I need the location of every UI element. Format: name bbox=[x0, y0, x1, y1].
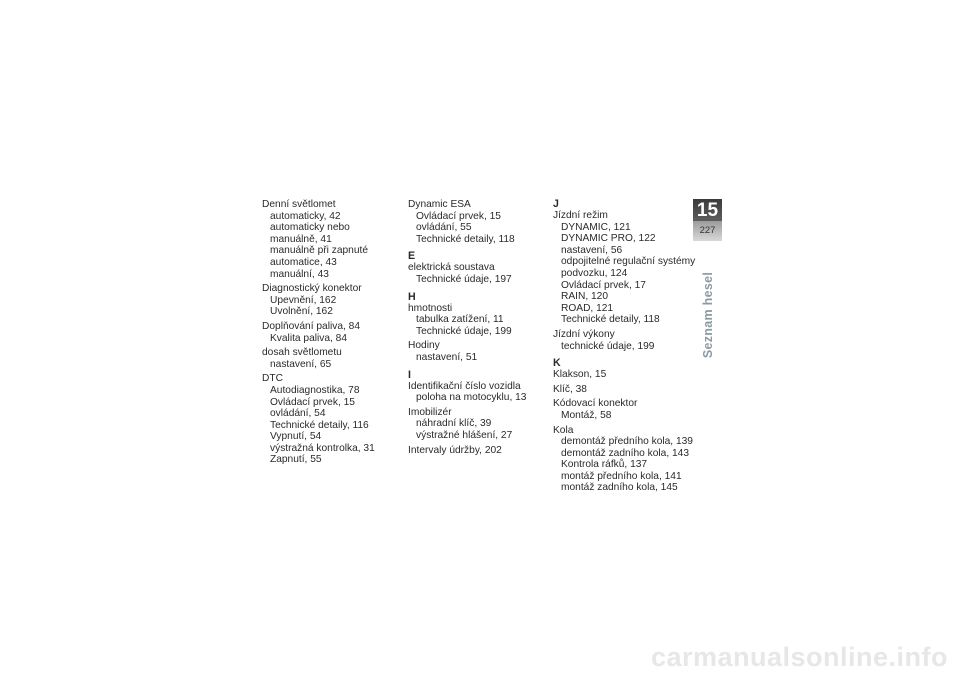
index-subentry: manuální, 43 bbox=[270, 268, 329, 280]
page-number: 227 bbox=[699, 225, 716, 236]
index-entry: Jízdní režim bbox=[553, 210, 608, 221]
index-subentry: Vypnutí, 54 bbox=[270, 431, 322, 443]
index-subentry: Autodiagnostika, 78 bbox=[270, 384, 360, 396]
index-subentry: Ovládací prvek, 17 bbox=[561, 279, 646, 291]
index-subentry: Montáž, 58 bbox=[561, 409, 612, 421]
index-subentry: demontáž zadního kola, 143 bbox=[561, 447, 690, 459]
index-letter: J bbox=[553, 198, 559, 210]
index-subentry: Kontrola ráfků, 137 bbox=[561, 459, 648, 471]
index-column-2 bbox=[408, 199, 548, 456]
index-subentry: Technické detaily, 118 bbox=[416, 233, 515, 245]
index-letter: I bbox=[408, 368, 411, 381]
index-entry: DTC bbox=[262, 373, 283, 385]
index-subentry: nastavení, 51 bbox=[416, 351, 478, 363]
index-entry: Intervaly údržby, 202 bbox=[408, 444, 502, 456]
index-subentry: nastavení, 65 bbox=[270, 358, 332, 370]
index-entry: Klíč, 38 bbox=[553, 383, 587, 395]
index-subentry: technické údaje, 199 bbox=[561, 340, 655, 352]
index-entry: Imobilizér bbox=[408, 406, 452, 418]
index-subentry: Technické detaily, 116 bbox=[270, 419, 369, 431]
section-title: Seznam hesel bbox=[701, 271, 715, 359]
index-entry: Jízdní výkony bbox=[553, 328, 615, 340]
index-entry: Denní světlomet bbox=[262, 199, 336, 210]
watermark: carmanualsonline.info bbox=[650, 642, 948, 672]
index-letter: E bbox=[408, 250, 416, 263]
index-subentry: Technické detaily, 118 bbox=[561, 314, 660, 326]
index-subentry: Kvalita paliva, 84 bbox=[270, 332, 348, 344]
index-subentry: montáž předního kola, 141 bbox=[561, 470, 682, 482]
index-subentry: tabulka zatížení, 11 bbox=[416, 314, 504, 326]
index-subentry: automaticky, 42 bbox=[270, 210, 341, 222]
index-subentry: náhradní klíč, 39 bbox=[416, 418, 492, 430]
index-entry: Identifikační číslo vozidla bbox=[408, 380, 521, 392]
index-subentry: manuálně při zapnuté bbox=[270, 245, 368, 257]
index-entry: Doplňování paliva, 84 bbox=[262, 320, 360, 332]
index-subentry: Ovládací prvek, 15 bbox=[270, 396, 355, 408]
index-subentry: automatice, 43 bbox=[270, 256, 337, 268]
index-subentry: montáž zadního kola, 145 bbox=[561, 482, 678, 494]
index-subentry: automaticky nebo bbox=[270, 222, 350, 234]
index-subentry: ovládání, 55 bbox=[416, 222, 472, 234]
index-column-3 bbox=[553, 198, 696, 494]
index-subentry: DYNAMIC PRO, 122 bbox=[561, 233, 656, 245]
chapter-number: 15 bbox=[696, 200, 719, 221]
index-subentry: Technické údaje, 199 bbox=[416, 325, 512, 337]
chapter-tab bbox=[693, 199, 722, 241]
index-subentry: demontáž předního kola, 139 bbox=[561, 436, 693, 448]
index-subentry: RAIN, 120 bbox=[561, 291, 608, 303]
index-subentry: Uvolnění, 162 bbox=[270, 306, 333, 318]
index-subentry: výstražné hlášení, 27 bbox=[416, 429, 513, 441]
index-subentry: Technické údaje, 197 bbox=[416, 273, 512, 285]
index-subentry: Zapnutí, 55 bbox=[270, 454, 322, 466]
index-subentry: Upevnění, 162 bbox=[270, 294, 337, 306]
index-subentry: manuálně, 41 bbox=[270, 233, 332, 245]
index-entry: Klakson, 15 bbox=[553, 369, 607, 381]
index-subentry: podvozku, 124 bbox=[561, 267, 628, 279]
index-subentry: ovládání, 54 bbox=[270, 408, 326, 420]
index-subentry: poloha na motocyklu, 13 bbox=[416, 392, 527, 404]
index-letter: K bbox=[553, 357, 561, 370]
index-subentry: ROAD, 121 bbox=[561, 302, 614, 314]
index-entry: Dynamic ESA bbox=[408, 199, 471, 210]
index-letter: H bbox=[408, 290, 416, 303]
index-entry: Diagnostický konektor bbox=[262, 283, 362, 295]
index-entry: hmotnosti bbox=[408, 302, 453, 314]
index-column-1 bbox=[262, 199, 402, 466]
index-entry: dosah světlometu bbox=[262, 347, 342, 359]
index-subentry: Ovládací prvek, 15 bbox=[416, 210, 501, 222]
index-subentry: DYNAMIC, 121 bbox=[561, 221, 631, 233]
index-entry: Kódovací konektor bbox=[553, 398, 638, 410]
index-entry: Kola bbox=[553, 424, 574, 436]
index-subentry: výstražná kontrolka, 31 bbox=[270, 442, 375, 454]
index-subentry: odpojitelné regulační systémy bbox=[561, 256, 696, 268]
index-subentry: nastavení, 56 bbox=[561, 244, 623, 256]
index-entry: elektrická soustava bbox=[408, 262, 495, 274]
index-entry: Hodiny bbox=[408, 340, 440, 352]
